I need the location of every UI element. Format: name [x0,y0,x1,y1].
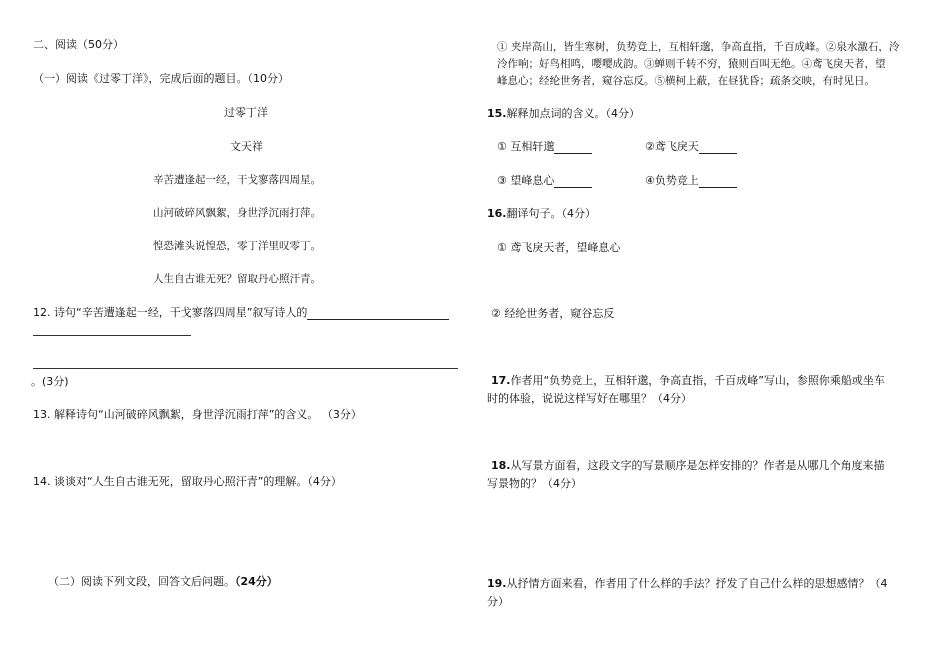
question-15-text: 解释加点词的含义。（4分） [506,107,640,120]
poem-line-2: 山河破碎风飘絮，身世浮沉雨打萍。 [153,207,321,219]
question-12 [33,306,449,320]
question-17-line-1 [491,374,885,388]
question-16-text: 翻译句子。（4分） [506,207,596,220]
question-19-line-2: 分） [487,595,509,608]
question-14: 14. 谈谈对“人生自古谁无死，留取丹心照汗青”的理解。（4分） [33,475,342,488]
question-13: 13. 解释诗句“山河破碎风飘絮，身世浮沉雨打萍”的含义。 （3分） [33,408,362,421]
question-16-number: 16. [487,207,507,220]
question-18-text: 从写景方面看，这段文字的写景顺序是怎样安排的？作者是从哪几个角度来描 [510,459,885,472]
question-18-line-2: 写景物的？（4分） [487,477,582,490]
poem-line-3: 惶恐滩头说惶恐，零丁洋里叹零丁。 [153,240,321,252]
answer-line[interactable] [33,335,191,336]
question-19-line-1 [487,577,888,591]
q15-item-1 [497,140,592,154]
q16-sentence-2: ② 经纶世务者，窥谷忘反 [491,307,615,320]
question-16 [487,207,596,221]
question-12-text: 12. 诗句“辛苦遭逢起一经，干戈寥落四周星”叙写诗人的 [33,306,308,319]
passage-line-1: ① 夹岸高山，皆生寒树，负势竞上，互相轩邈，争高直指，千百成峰。②泉水激石，泠 [497,41,900,53]
answer-blank[interactable] [699,176,737,188]
q16-sentence-1: ① 鸢飞戾天者，望峰息心 [497,241,621,254]
question-18-number: 18. [491,459,511,472]
q15-item-4 [645,174,737,188]
passage-line-3: 峰息心；经纶世务者，窥谷忘反。⑤横柯上蔽，在昼犹昏；疏条交映，有时见日。 [497,75,875,87]
q15-item-label: ③ 望峰息心 [497,174,555,187]
answer-blank[interactable] [307,308,449,320]
poem-title: 过零丁洋 [224,106,268,119]
question-12-score: 。(3分) [31,375,69,388]
q15-item-label: ① 互相轩邈 [497,140,555,153]
q15-item-label: ④负势竞上 [645,174,699,187]
question-19-text: 从抒情方面来看，作者用了什么样的手法？抒发了自己什么样的思想感情？（4 [506,577,888,590]
question-19-number: 19. [487,577,507,590]
poem-line-4: 人生自古谁无死？留取丹心照汗青。 [153,273,321,285]
question-17-number: 17. [491,374,511,387]
q15-item-label: ②鸢飞戾天 [645,140,699,153]
q15-item-3 [497,174,592,188]
answer-blank[interactable] [699,142,737,154]
passage-line-2: 泠作响；好鸟相鸣，嘤嘤成韵。③蝉则千转不穷，猿则百叫无绝。④鸢飞戾天者，望 [497,58,886,70]
part2-intro-text: （二）阅读下列文段，回答文后问题。 [48,575,235,588]
poem-line-1: 辛苦遭逢起一经，干戈寥落四周星。 [153,174,321,186]
part2-score: （24分） [235,575,278,588]
question-17-line-2: 时的体验，说说这样写好在哪里？（4分） [487,392,692,405]
question-15 [487,107,640,121]
question-15-number: 15. [487,107,507,120]
answer-blank[interactable] [554,142,592,154]
question-17-text: 作者用“负势竞上，互相轩邈，争高直指，千百成峰”写山，参照你乘船或坐车 [510,374,885,387]
question-18-line-1 [491,459,885,473]
answer-line[interactable] [33,368,458,369]
section-heading: 二、阅读（50分） [33,38,124,51]
part1-intro: （一）阅读《过零丁洋》，完成后面的题目。（10分） [33,72,289,85]
q15-item-2 [645,140,737,154]
part2-intro [48,575,278,589]
poem-author: 文天祥 [230,140,263,153]
answer-blank[interactable] [554,176,592,188]
